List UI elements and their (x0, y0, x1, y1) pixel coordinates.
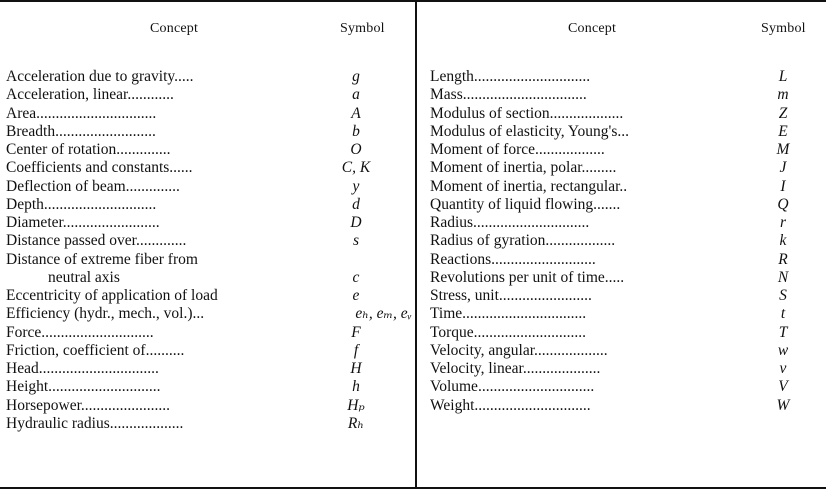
concept-cell: Velocity, linear.................... (430, 360, 601, 377)
table-row (0, 178, 413, 196)
concept-cell: Friction, coefficient of.......... (6, 341, 185, 359)
table-row (418, 68, 826, 86)
symbol-cell: N (777, 268, 789, 286)
table-row (418, 251, 826, 269)
symbol-cell: V (778, 378, 788, 396)
table-row (418, 123, 826, 141)
concept-cell: Acceleration, linear............ (6, 86, 174, 104)
concept-cell: Efficiency (hydr., mech., vol.)... (6, 305, 205, 323)
table-row (418, 324, 826, 342)
concept-cell: Force............................. (6, 323, 154, 341)
symbol-cell: W (776, 396, 790, 414)
concept-cell: Reactions........................... (430, 250, 596, 268)
symbol-cell: A (351, 104, 361, 122)
concept-cell: Depth............................. (6, 195, 157, 213)
concept-cell: Moment of inertia, polar......... (430, 159, 617, 177)
symbol-cell: b (352, 122, 360, 140)
table-row (0, 232, 413, 250)
symbol-cell: C, K (341, 159, 371, 177)
concept-cell: Velocity, angular................... (430, 341, 608, 359)
symbol-cell: R (778, 250, 788, 268)
symbol-cell: D (350, 214, 362, 231)
concept-cell: Head............................... (6, 360, 159, 377)
concept-cell: Radius of gyration.................. (430, 232, 616, 250)
table-row (418, 214, 826, 232)
concept-cell: Distance of extreme fiber from (6, 250, 198, 268)
column-divider (415, 0, 417, 488)
table-row (0, 415, 413, 433)
table-row (0, 159, 413, 177)
symbol-cell: g (352, 68, 360, 85)
table-row (418, 178, 826, 196)
concept-cell: Radius.............................. (430, 214, 590, 231)
table-row (418, 305, 826, 323)
symbol-cell: s (352, 232, 360, 250)
table-row (418, 159, 826, 177)
symbol-cell: e (352, 287, 360, 304)
symbol-cell: a (352, 86, 360, 104)
concept-cell: Horsepower....................... (6, 396, 171, 414)
table-row (0, 287, 413, 305)
symbol-cell: d (352, 195, 360, 213)
concept-cell: Breadth.......................... (6, 122, 156, 140)
symbol-cell: Q (777, 195, 789, 213)
table-row (0, 196, 413, 214)
symbol-cell: y (352, 177, 360, 195)
symbol-cell: m (777, 86, 789, 104)
concept-cell: Height............................. (6, 378, 161, 396)
table-row (0, 305, 413, 323)
table-row (418, 397, 826, 415)
table-row (0, 251, 413, 269)
table-row (418, 196, 826, 214)
left-symbol-header: Symbol (340, 21, 385, 36)
symbol-cell: H (350, 360, 362, 377)
symbol-cell: Rₕ (347, 414, 365, 432)
concept-cell: Modulus of section................... (430, 104, 624, 122)
table-row (0, 141, 413, 159)
table-row (0, 360, 413, 378)
table-row (418, 287, 826, 305)
symbol-cell: F (351, 323, 361, 341)
concept-cell: Quantity of liquid flowing....... (430, 195, 621, 213)
symbol-cell: Hₚ (347, 396, 365, 414)
table-row (418, 141, 826, 159)
right-concept-header: Concept (568, 21, 617, 36)
concept-cell: Eccentricity of application of load (6, 287, 218, 304)
concept-cell: Stress, unit........................ (430, 287, 592, 304)
concept-cell: Diameter......................... (6, 214, 160, 231)
symbol-cell: r (779, 214, 787, 231)
concept-cell: Mass................................ (430, 86, 587, 104)
table-row (0, 123, 413, 141)
concept-cell: Moment of inertia, rectangular.. (430, 177, 628, 195)
table-row (418, 232, 826, 250)
table-row (0, 342, 413, 360)
symbol-cell: f (353, 341, 359, 359)
table-row (418, 360, 826, 378)
right-symbol-header: Symbol (761, 21, 806, 36)
table-row (0, 269, 413, 287)
concept-cell: Revolutions per unit of time..... (430, 268, 625, 286)
concept-cell: Coefficients and constants...... (6, 159, 193, 177)
concept-cell: Center of rotation.............. (6, 141, 171, 158)
concept-cell: Volume.............................. (430, 378, 595, 396)
concept-cell: Deflection of beam.............. (6, 177, 180, 195)
table-row (0, 324, 413, 342)
symbol-cell: h (352, 378, 360, 396)
symbol-cell: c (352, 268, 360, 286)
left-concept-header: Concept (150, 21, 199, 36)
concept-cell: Moment of force.................. (430, 141, 605, 158)
table-row (418, 105, 826, 123)
right-rows (418, 68, 826, 415)
symbol-cell: L (778, 68, 788, 85)
symbol-cell: J (779, 159, 787, 177)
concept-cell: Area............................... (6, 104, 157, 122)
symbol-cell: eₕ, eₘ, eᵥ (355, 305, 412, 323)
concept-cell: Hydraulic radius................... (6, 414, 184, 432)
concept-cell: Distance passed over............. (6, 232, 187, 250)
table-row (0, 378, 413, 396)
concept-cell: neutral axis (48, 268, 120, 286)
concept-cell: Torque............................. (430, 323, 587, 341)
table-row (0, 397, 413, 415)
table-row (0, 105, 413, 123)
concept-cell: Time................................ (430, 305, 587, 323)
symbol-cell: t (780, 305, 786, 323)
left-rows (0, 68, 413, 433)
symbol-cell: S (779, 287, 787, 304)
concept-cell: Acceleration due to gravity..... (6, 68, 194, 85)
table-row (0, 214, 413, 232)
symbol-cell: k (779, 232, 787, 250)
bottom-rule (0, 487, 826, 489)
table-row (418, 342, 826, 360)
table-row (0, 68, 413, 86)
symbol-cell: M (776, 141, 790, 158)
concept-cell: Modulus of elasticity, Young's... (430, 122, 629, 140)
table-row (418, 86, 826, 104)
symbol-cell: v (779, 360, 787, 377)
table-row (418, 378, 826, 396)
concept-cell: Length.............................. (430, 68, 591, 85)
symbol-cell: w (777, 341, 789, 359)
symbol-cell: T (778, 323, 788, 341)
table-row (0, 86, 413, 104)
symbol-cell: Z (778, 104, 788, 122)
symbol-cell: I (780, 177, 786, 195)
top-rule (0, 0, 826, 2)
symbol-cell: E (778, 122, 788, 140)
symbol-cell: O (350, 141, 362, 158)
concept-cell: Weight.............................. (430, 396, 591, 414)
table-row (418, 269, 826, 287)
